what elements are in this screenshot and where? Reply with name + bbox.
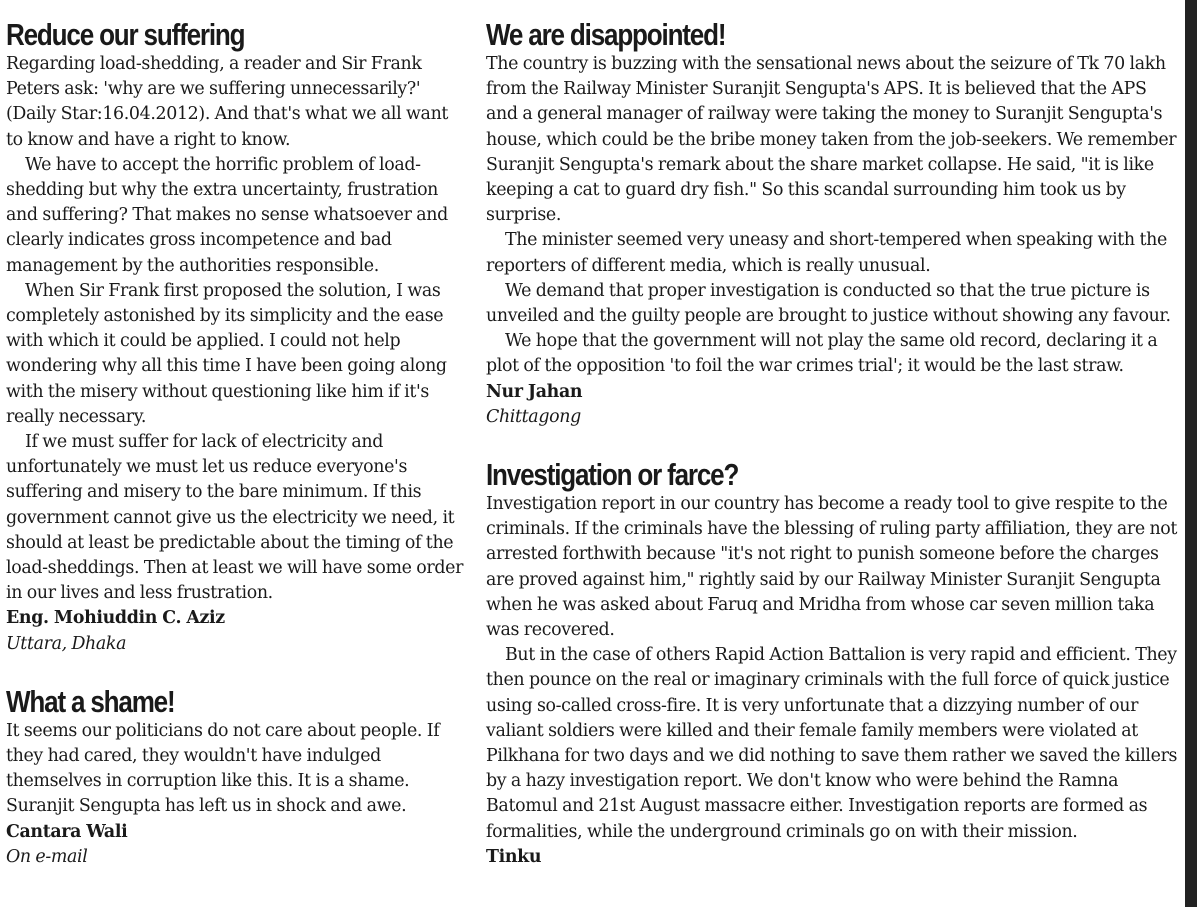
letter-location: On e-mail bbox=[6, 846, 88, 867]
letter-signer: Nur Jahan bbox=[486, 381, 583, 402]
letter-reduce-our-suffering bbox=[6, 14, 466, 657]
right-column bbox=[486, 14, 1179, 870]
letter-paragraph: We hope that the government will not play the same old record, declaring it a plot of the opposition 'to foil the war crimes trial'; it would be the last straw. bbox=[486, 331, 1158, 377]
left-column bbox=[6, 14, 466, 870]
letter-signer: Cantara Wali bbox=[6, 821, 128, 842]
letter-location: Uttara, Dhaka bbox=[6, 633, 127, 654]
letter-paragraph: If we must suffer for lack of electricity and unfortunately we must let us reduce everyone's suffering and misery to the bare minimum. If this government cannot give us the electricity we need, it should at least be predictable about the timing of the load-sheddings. Then at least we will have some order in our lives and less frustration. bbox=[6, 432, 464, 604]
letter-signer: Tinku bbox=[486, 846, 542, 867]
letter-paragraph: We have to accept the horrific problem of load-shedding but why the extra uncertainty, frustration and suffering? That makes no sense whatsoever and clearly indicates gross incompetence and bad management by the authorities responsible. bbox=[6, 154, 448, 276]
letter-paragraph: It seems our politicians do not care about people. If they had cared, they wouldn't have indulged themselves in corruption like this. It is a shame. Suranjit Sengupta has left us in shock and awe. bbox=[6, 720, 440, 817]
page-edge-rule bbox=[1185, 0, 1197, 907]
letter-headline: Investigation or farce? bbox=[486, 457, 739, 493]
letter-we-are-disappointed bbox=[486, 14, 1179, 430]
letter-paragraph: Regarding load-shedding, a reader and Sir Frank Peters ask: 'why are we suffering unnecessarily?' (Daily Star:16.04.2012). And that's what we all want to know and have a right to know. bbox=[6, 54, 449, 150]
letter-investigation-or-farce bbox=[486, 454, 1179, 870]
letter-headline: What a shame! bbox=[6, 683, 175, 719]
letter-body bbox=[486, 52, 1179, 430]
letter-paragraph: When Sir Frank first proposed the solution, I was completely astonished by its simplicity and the ease with which it could be applied. I could not help wondering why all this time I have been going along with the misery without questioning like him if it's really necessary. bbox=[6, 280, 447, 427]
letter-paragraph: Investigation report in our country has become a ready tool to give respite to the criminals. If the criminals have the blessing of ruling party affiliation, they are not arrested forthwith because "it's not right to punish someone before the charges are proved against him," rightly said by our Railway Minister Suranjit Sengupta when he was asked about Faruq and Mridha from whose car seven million taka was recovered. bbox=[486, 494, 1178, 641]
letter-body bbox=[6, 52, 466, 657]
letter-signer: Eng. Mohiuddin C. Aziz bbox=[6, 608, 225, 629]
letter-what-a-shame bbox=[6, 681, 466, 870]
letter-body bbox=[6, 719, 466, 870]
letter-headline: We are disappointed! bbox=[486, 17, 726, 52]
letter-paragraph: We demand that proper investigation is conducted so that the true picture is unveiled and the guilty people are brought to justice without showing any favour. bbox=[486, 280, 1171, 327]
letter-body bbox=[486, 492, 1179, 870]
letter-paragraph: The country is buzzing with the sensational news about the seizure of Tk 70 lakh from the Railway Minister Suranjit Sengupta's APS. It is believed that the APS and a general manager of railway were taking the money to Suranjit Sengupta's house, which could be the bribe money taken from the job-seekers. We remember Suranjit Sengupta's remark about the share market collapse. He said, "it is like keeping a cat to guard dry fish." So this scandal surrounding him took us by surprise. bbox=[486, 54, 1177, 226]
letter-paragraph: The minister seemed very uneasy and short-tempered when speaking with the reporters of different media, which is really unusual. bbox=[486, 230, 1167, 276]
letter-location: Chittagong bbox=[486, 406, 581, 427]
letter-headline: Reduce our suffering bbox=[6, 17, 245, 52]
letter-paragraph: But in the case of others Rapid Action Battalion is very rapid and efficient. They then pounce on the real or imaginary criminals with the full force of quick justice using so-called cross-fire. It is very unfortunate that a dizzying number of our valiant soldiers were killed and their female family members were violated at Pilkhana for two days and we did nothing to save them rather we saved the killers by a hazy investigation report. We don't know who were behind the Ramna Batomul and 21st August massacre either. Investigation reports are formed as formalities, while the underground criminals go on with their mission. bbox=[486, 645, 1178, 842]
